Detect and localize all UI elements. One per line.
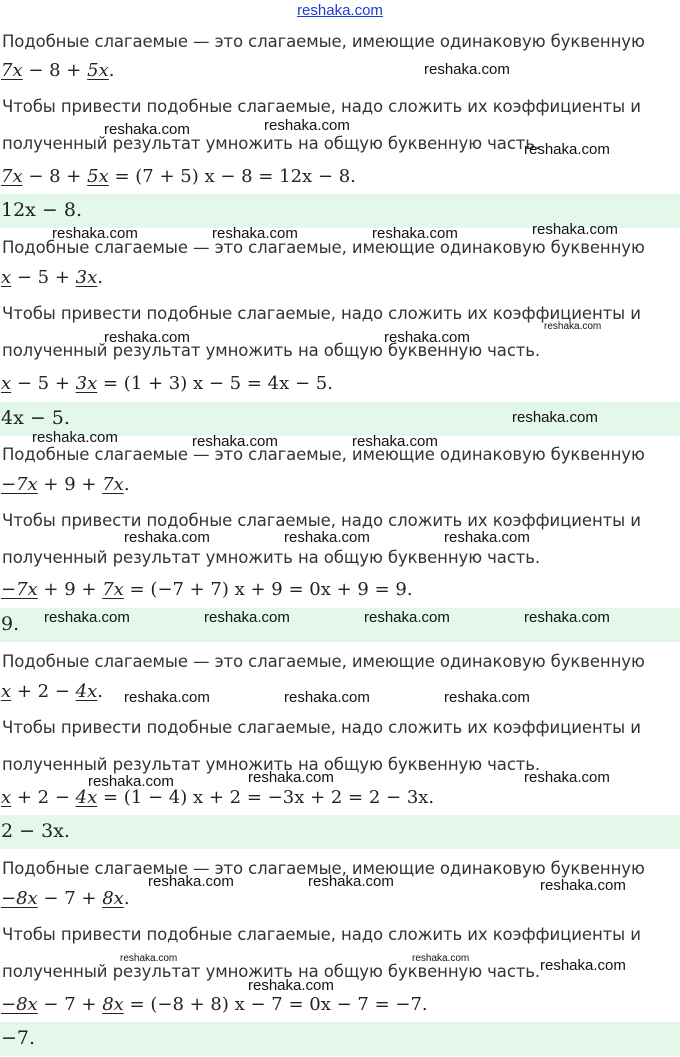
watermark: reshaka.com (88, 773, 174, 790)
solution: x + 2 − 4x = (1 − 4) x + 2 = −3x + 2 = 2 − 3x. (1, 787, 435, 808)
watermark: reshaka.com (124, 529, 210, 546)
watermark: reshaka.com (120, 953, 178, 964)
definition-text: Подобные слагаемые — это слагаемые, имеющие одинаковую буквенную (2, 859, 645, 878)
watermark: reshaka.com (532, 221, 618, 238)
site-link[interactable]: reshaka.com (297, 2, 383, 19)
watermark: reshaka.com (424, 61, 510, 78)
watermark: reshaka.com (544, 321, 602, 332)
rule-text-line1: Чтобы привести подобные слагаемые, надо сложить их коэффициенты и (2, 718, 641, 737)
expression: −7x + 9 + 7x. (1, 474, 130, 495)
watermark: reshaka.com (364, 609, 450, 626)
watermark: reshaka.com (248, 977, 334, 994)
watermark: reshaka.com (32, 429, 118, 446)
watermark: reshaka.com (524, 609, 610, 626)
watermark: reshaka.com (284, 529, 370, 546)
watermark: reshaka.com (308, 873, 394, 890)
watermark: reshaka.com (524, 141, 610, 158)
answer: 9. (1, 613, 20, 635)
solution: 7x − 8 + 5x = (7 + 5) x − 8 = 12x − 8. (1, 166, 356, 187)
watermark: reshaka.com (148, 873, 234, 890)
rule-text-line2: полученный результат умножить на общую буквенную часть. (2, 134, 541, 153)
rule-text-line2: полученный результат умножить на общую буквенную часть. (2, 962, 541, 981)
rule-text-line1: Чтобы привести подобные слагаемые, надо сложить их коэффициенты и (2, 925, 641, 944)
watermark: reshaka.com (372, 225, 458, 242)
watermark: reshaka.com (212, 225, 298, 242)
answer: 2 − 3x. (1, 820, 70, 842)
expression: x + 2 − 4x. (1, 681, 104, 702)
watermark: reshaka.com (52, 225, 138, 242)
watermark: reshaka.com (444, 689, 530, 706)
expression: x − 5 + 3x. (1, 267, 104, 288)
solution: −7x + 9 + 7x = (−7 + 7) x + 9 = 0x + 9 = 9. (1, 579, 413, 600)
watermark: reshaka.com (352, 433, 438, 450)
rule-text-line1: Чтобы привести подобные слагаемые, надо сложить их коэффициенты и (2, 304, 641, 323)
watermark: reshaka.com (384, 329, 470, 346)
watermark: reshaka.com (412, 953, 470, 964)
rule-text-line2: полученный результат умножить на общую буквенную часть. (2, 548, 541, 567)
watermark: reshaka.com (104, 121, 190, 138)
answer: 12x − 8. (1, 199, 83, 221)
solution: x − 5 + 3x = (1 + 3) x − 5 = 4x − 5. (1, 373, 333, 394)
watermark: reshaka.com (540, 957, 626, 974)
watermark: reshaka.com (264, 117, 350, 134)
answer: 4x − 5. (1, 407, 70, 429)
watermark: reshaka.com (512, 409, 598, 426)
watermark: reshaka.com (248, 769, 334, 786)
watermark: reshaka.com (524, 769, 610, 786)
answer-row (0, 815, 680, 849)
definition-text: Подобные слагаемые — это слагаемые, имеющие одинаковую буквенную (2, 238, 645, 257)
watermark: reshaka.com (124, 689, 210, 706)
rule-text-line2: полученный результат умножить на общую буквенную часть. (2, 341, 541, 360)
watermark: reshaka.com (192, 433, 278, 450)
definition-text: Подобные слагаемые — это слагаемые, имеющие одинаковую буквенную (2, 652, 645, 671)
watermark: reshaka.com (540, 877, 626, 894)
answer: −7. (1, 1027, 36, 1049)
watermark: reshaka.com (284, 689, 370, 706)
expression: −8x − 7 + 8x. (1, 888, 130, 909)
rule-text-line2: полученный результат умножить на общую буквенную часть. (2, 755, 541, 774)
rule-text-line1: Чтобы привести подобные слагаемые, надо сложить их коэффициенты и (2, 97, 641, 116)
expression: 7x − 8 + 5x. (1, 60, 115, 81)
solution: −8x − 7 + 8x = (−8 + 8) x − 7 = 0x − 7 = −7. (1, 994, 428, 1015)
watermark: reshaka.com (444, 529, 530, 546)
watermark: reshaka.com (204, 609, 290, 626)
rule-text-line1: Чтобы привести подобные слагаемые, надо сложить их коэффициенты и (2, 511, 641, 530)
definition-text: Подобные слагаемые — это слагаемые, имеющие одинаковую буквенную (2, 445, 645, 464)
answer-row (0, 1022, 680, 1056)
definition-text: Подобные слагаемые — это слагаемые, имеющие одинаковую буквенную (2, 32, 645, 51)
watermark: reshaka.com (104, 329, 190, 346)
watermark: reshaka.com (44, 609, 130, 626)
